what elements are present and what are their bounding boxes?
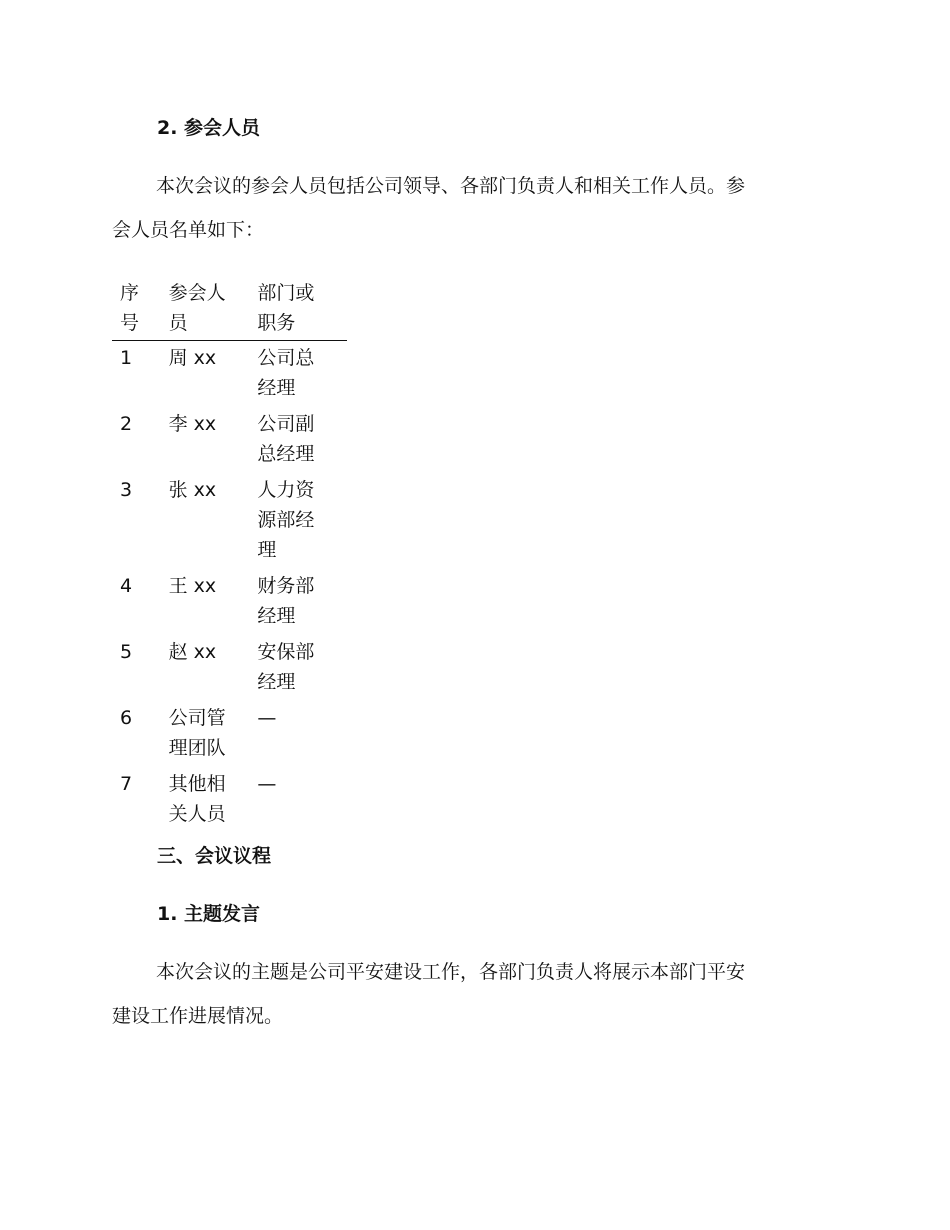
paragraph-line: 会人员名单如下： <box>112 219 265 241</box>
cell-role: — <box>257 773 277 795</box>
paragraph-line: 本次会议的主题是公司平安建设工作，各部门负责人将展示本部门平安 <box>156 961 746 983</box>
cell-number: 6 <box>120 707 133 729</box>
column-header-role: 部门或 职务 <box>257 278 347 341</box>
cell-attendee: 王 xx <box>168 575 217 597</box>
attendee-table <box>112 278 347 833</box>
table-row <box>112 635 347 701</box>
cell-role: 人力资 源部经 理 <box>257 479 315 561</box>
cell-role: — <box>257 707 277 729</box>
table-row <box>112 767 347 833</box>
cell-role: 公司总 经理 <box>257 347 315 399</box>
cell-attendee: 赵 xx <box>168 641 217 663</box>
cell-attendee: 周 xx <box>168 347 217 369</box>
table-row <box>112 473 347 569</box>
cell-number: 3 <box>120 479 133 501</box>
paragraph-line: 建设工作进展情况。 <box>112 1005 284 1027</box>
cell-role: 安保部 经理 <box>257 641 315 693</box>
section-heading-attendees: 2. 参会人员 <box>157 117 261 139</box>
subsection-heading-keynote: 1. 主题发言 <box>157 903 261 925</box>
keynote-paragraph <box>112 950 832 1038</box>
column-header-attendee: 参会人 员 <box>169 278 258 341</box>
cell-attendee: 李 xx <box>168 413 217 435</box>
column-header-number: 序 号 <box>112 278 169 341</box>
cell-number: 2 <box>120 413 133 435</box>
paragraph-line: 本次会议的参会人员包括公司领导、各部门负责人和相关工作人员。参 <box>156 175 746 197</box>
cell-number: 1 <box>120 347 133 369</box>
cell-attendee: 其他相 关人员 <box>168 773 226 825</box>
cell-number: 5 <box>120 641 133 663</box>
cell-number: 4 <box>120 575 133 597</box>
cell-attendee: 公司管 理团队 <box>168 707 226 759</box>
section-heading-agenda: 三、会议议程 <box>157 845 272 867</box>
cell-role: 公司副 总经理 <box>257 413 315 465</box>
table-row <box>112 701 347 767</box>
table-row <box>112 569 347 635</box>
cell-number: 7 <box>120 773 133 795</box>
attendees-intro-paragraph <box>112 164 832 252</box>
cell-attendee: 张 xx <box>168 479 217 501</box>
table-header-row <box>112 278 347 341</box>
table-row <box>112 407 347 473</box>
table-row <box>112 341 347 408</box>
cell-role: 财务部 经理 <box>257 575 315 627</box>
